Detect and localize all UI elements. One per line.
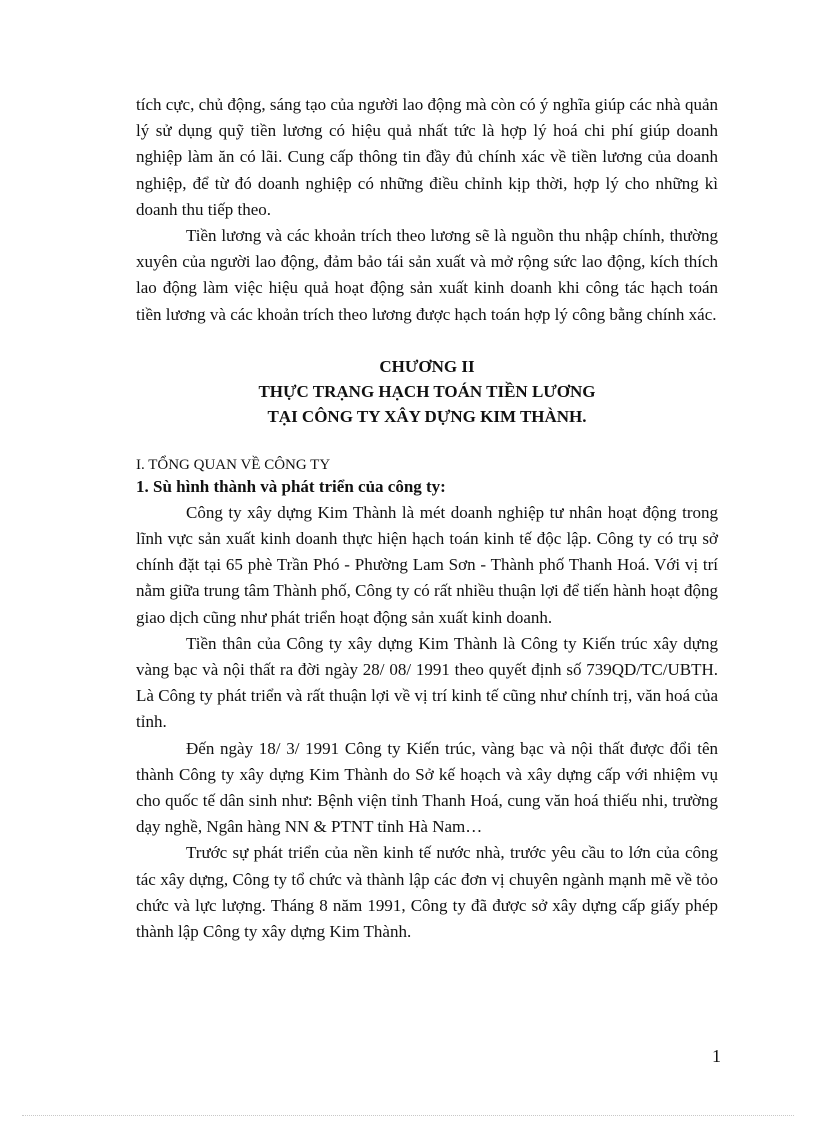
paragraph-company-origin: Tiền thân của Công ty xây dựng Kim Thành là Công ty Kiến trúc xây dựng vàng bạc và nội thất ra đời ngày 28/ 08/ 1991 theo quyết định số 739QD/TC/UBTH. Là Công ty phát triển và rất thuận lợi về vị trí kinh tế cũng như chính trị, văn hoá của tỉnh.	[136, 633, 718, 732]
chapter-heading	[136, 354, 718, 429]
paragraph-company-development: Trước sự phát triển của nền kinh tế nước nhà, trước yêu cầu to lớn của công tác xây dựng, Công ty tổ chức và thành lập các đơn vị chuyên ngành mạnh mẽ về tỏo chức và lực lượng. Tháng 8 năm 1991, Công ty đã được sở xây dựng cấp giấy phép thành lập Công ty xây dựng Kim Thành.	[136, 843, 718, 942]
paragraph-salary-importance: Tiền lương và các khoản trích theo lương sẽ là nguồn thu nhập chính, thường xuyên của người lao động, đảm bảo tái sản xuất và mở rộng sức lao động, kích thích lao động làm việc hiệu quả hoạt động sản xuất kinh doanh khi công tác hạch toán tiền lương và các khoản trích theo lương được hạch toán hợp lý công bằng chính xác.	[136, 226, 718, 324]
page-number: 1	[712, 1046, 721, 1066]
paragraph-continued: tích cực, chủ động, sáng tạo của người lao động mà còn có ý nghĩa giúp các nhà quản lý sử dụng quỹ tiền lương có hiệu quả nhất tức là hợp lý hoá chi phí giúp doanh nghiệp làm ăn có lãi. Cung cấp thông tin đầy đủ chính xác về tiền lương của doanh nghiệp, để từ đó doanh nghiệp có những điều chỉnh kịp thời, hợp lý cho những kì doanh thu tiếp theo.	[136, 95, 718, 219]
subsection-title: 1. Sù hình thành và phát triển của công ty:	[136, 476, 446, 496]
paragraph-company-overview: Công ty xây dựng Kim Thành là mét doanh nghiệp tư nhân hoạt động trong lĩnh vực sản xuất kinh doanh thực hiện hạch toán kinh tế độc lập. Công ty có trụ sở chính đặt tại 65 phè Trần Phó - Phường Lam Sơn - Thành phố Thanh Hoá. Với vị trí nằm giữa trung tâm Thành phố, Công ty có rất nhiều thuận lợi để tiến hành hoạt động giao dịch cũng như phát triển hoạt động sản xuất kinh doanh.	[136, 502, 718, 627]
chapter-number: CHƯƠNG II	[379, 356, 475, 376]
chapter-title-line1: THỰC TRẠNG HẠCH TOÁN TIỀN LƯƠNG	[258, 381, 596, 401]
section-title: I. TỔNG QUAN VỀ CÔNG TY	[136, 456, 331, 473]
chapter-title-line2: TẠI CÔNG TY XÂY DỰNG KIM THÀNH.	[267, 406, 587, 426]
paragraph-company-rename: Đến ngày 18/ 3/ 1991 Công ty Kiến trúc, vàng bạc và nội thất được đổi tên thành Công ty xây dựng Kim Thành do Sở kế hoạch và xây dựng cấp với nhiệm vụ cho quốc tế dân sinh như: Bệnh viện tỉnh Thanh Hoá, cung văn hoá thiếu nhi, trường dạy nghề, Ngân hàng NN & PTNT tỉnh Hà Nam…	[136, 738, 718, 837]
page-bottom-divider	[22, 1115, 794, 1116]
document-page	[136, 92, 718, 945]
